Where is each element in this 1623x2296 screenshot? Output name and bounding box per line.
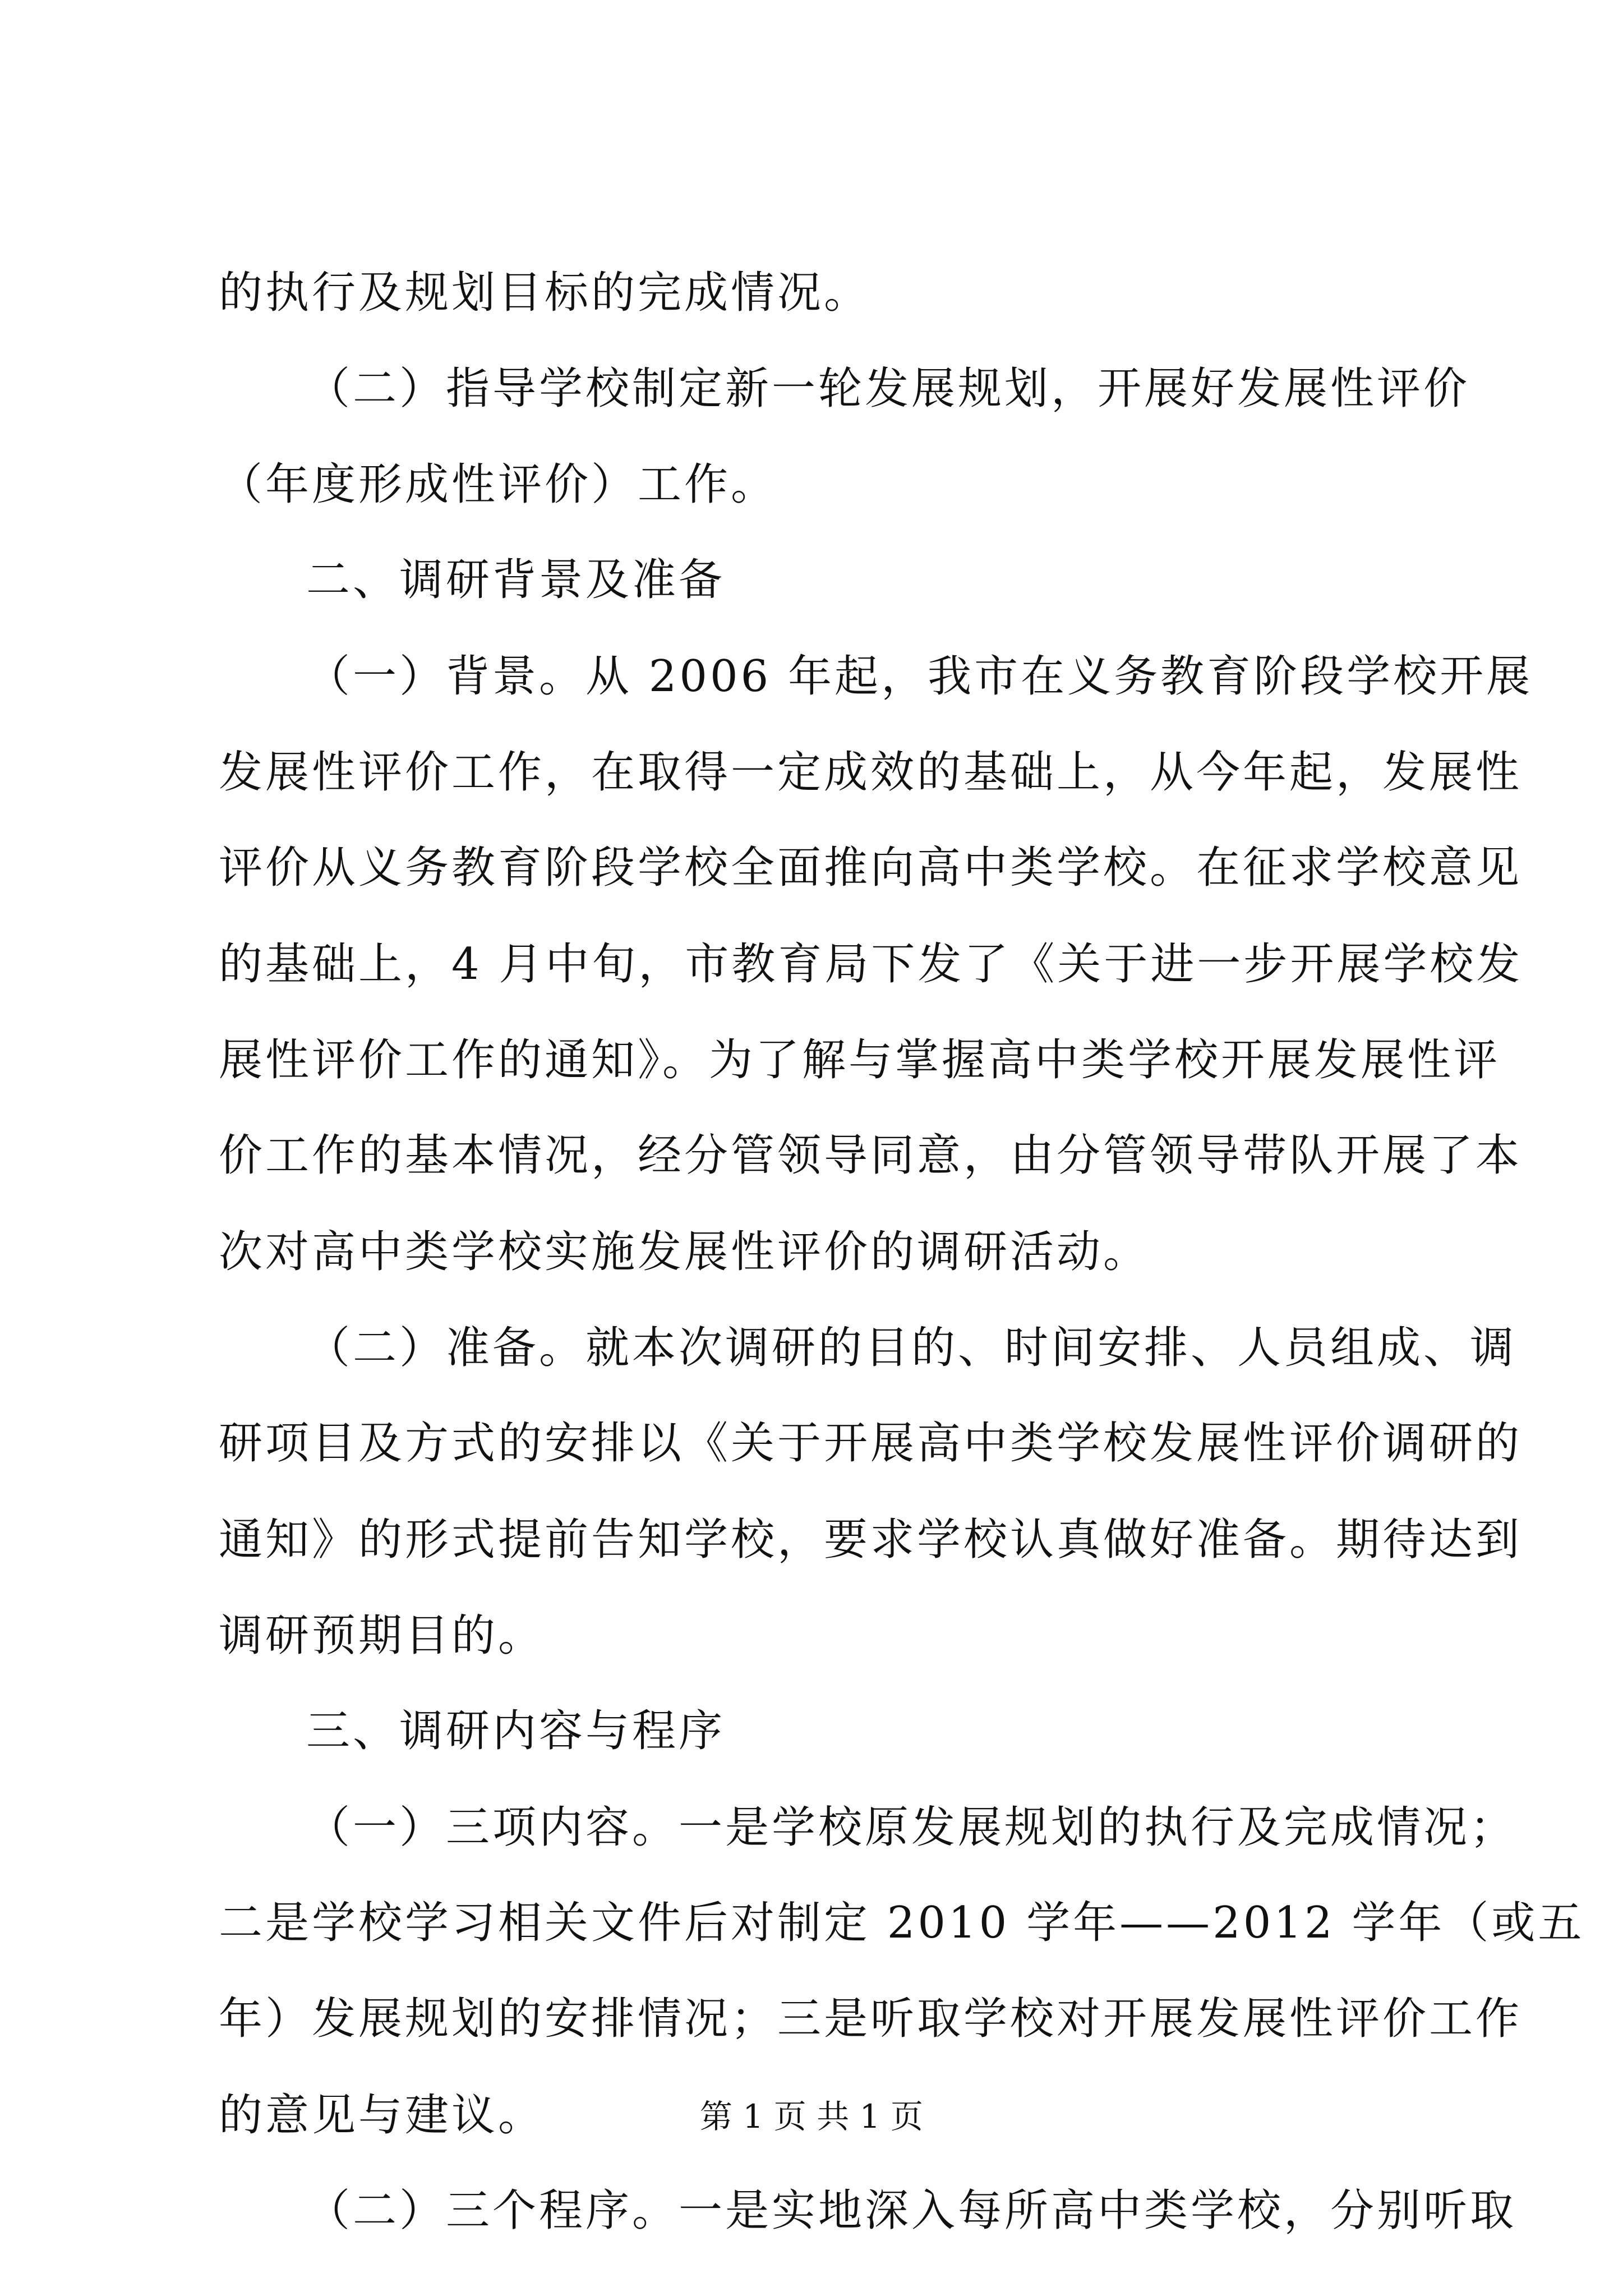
section-heading: 三、调研内容与程序: [306, 1706, 726, 1756]
section-heading: 二、调研背景及准备: [306, 555, 726, 605]
text-line: 通知》的形式提前告知学校，要求学校认真做好准备。期待达到: [219, 1515, 1523, 1565]
page-footer: 第 1 页 共 1 页: [700, 2097, 923, 2136]
text-line: 展性评价工作的通知》。为了解与掌握高中类学校开展发展性评: [219, 1035, 1501, 1085]
text-line: 价工作的基本情况，经分管领导同意，由分管领导带队开展了本: [219, 1130, 1523, 1181]
text-line: 年）发展规划的安排情况；三是听取学校对开展发展性评价工作: [219, 1994, 1523, 2044]
text-line: （年度形成性评价）工作。: [219, 459, 778, 510]
text-line: 评价从义务教育阶段学校全面推向高中类学校。在征求学校意见: [219, 843, 1523, 893]
text-line: 调研预期目的。: [219, 1611, 545, 1661]
text-line: 的意见与建议。: [219, 2090, 545, 2141]
text-line: 的基础上，4 月中旬，市教育局下发了《关于进一步开展学校发: [219, 939, 1523, 990]
text-line: 的执行及规划目标的完成情况。: [219, 268, 871, 318]
text-line: （二）指导学校制定新一轮发展规划，开展好发展性评价: [306, 364, 1470, 414]
text-line: 研项目及方式的安排以《关于开展高中类学校发展性评价调研的: [219, 1418, 1523, 1469]
text-line: 二是学校学习相关文件后对制定 2010 学年——2012 学年（或五: [219, 1898, 1585, 1948]
text-line: 次对高中类学校实施发展性评价的调研活动。: [219, 1227, 1150, 1277]
text-line: 发展性评价工作，在取得一定成效的基础上，从今年起，发展性: [219, 747, 1523, 798]
text-line: （一）三项内容。一是学校原发展规划的执行及完成情况；: [306, 1802, 1517, 1853]
text-line: （二）三个程序。一是实地深入每所高中类学校，分别听取: [306, 2185, 1517, 2236]
text-line: （二）准备。就本次调研的目的、时间安排、人员组成、调: [306, 1323, 1517, 1373]
text-line: （一）背景。从 2006 年起，我市在义务教育阶段学校开展: [306, 651, 1533, 702]
